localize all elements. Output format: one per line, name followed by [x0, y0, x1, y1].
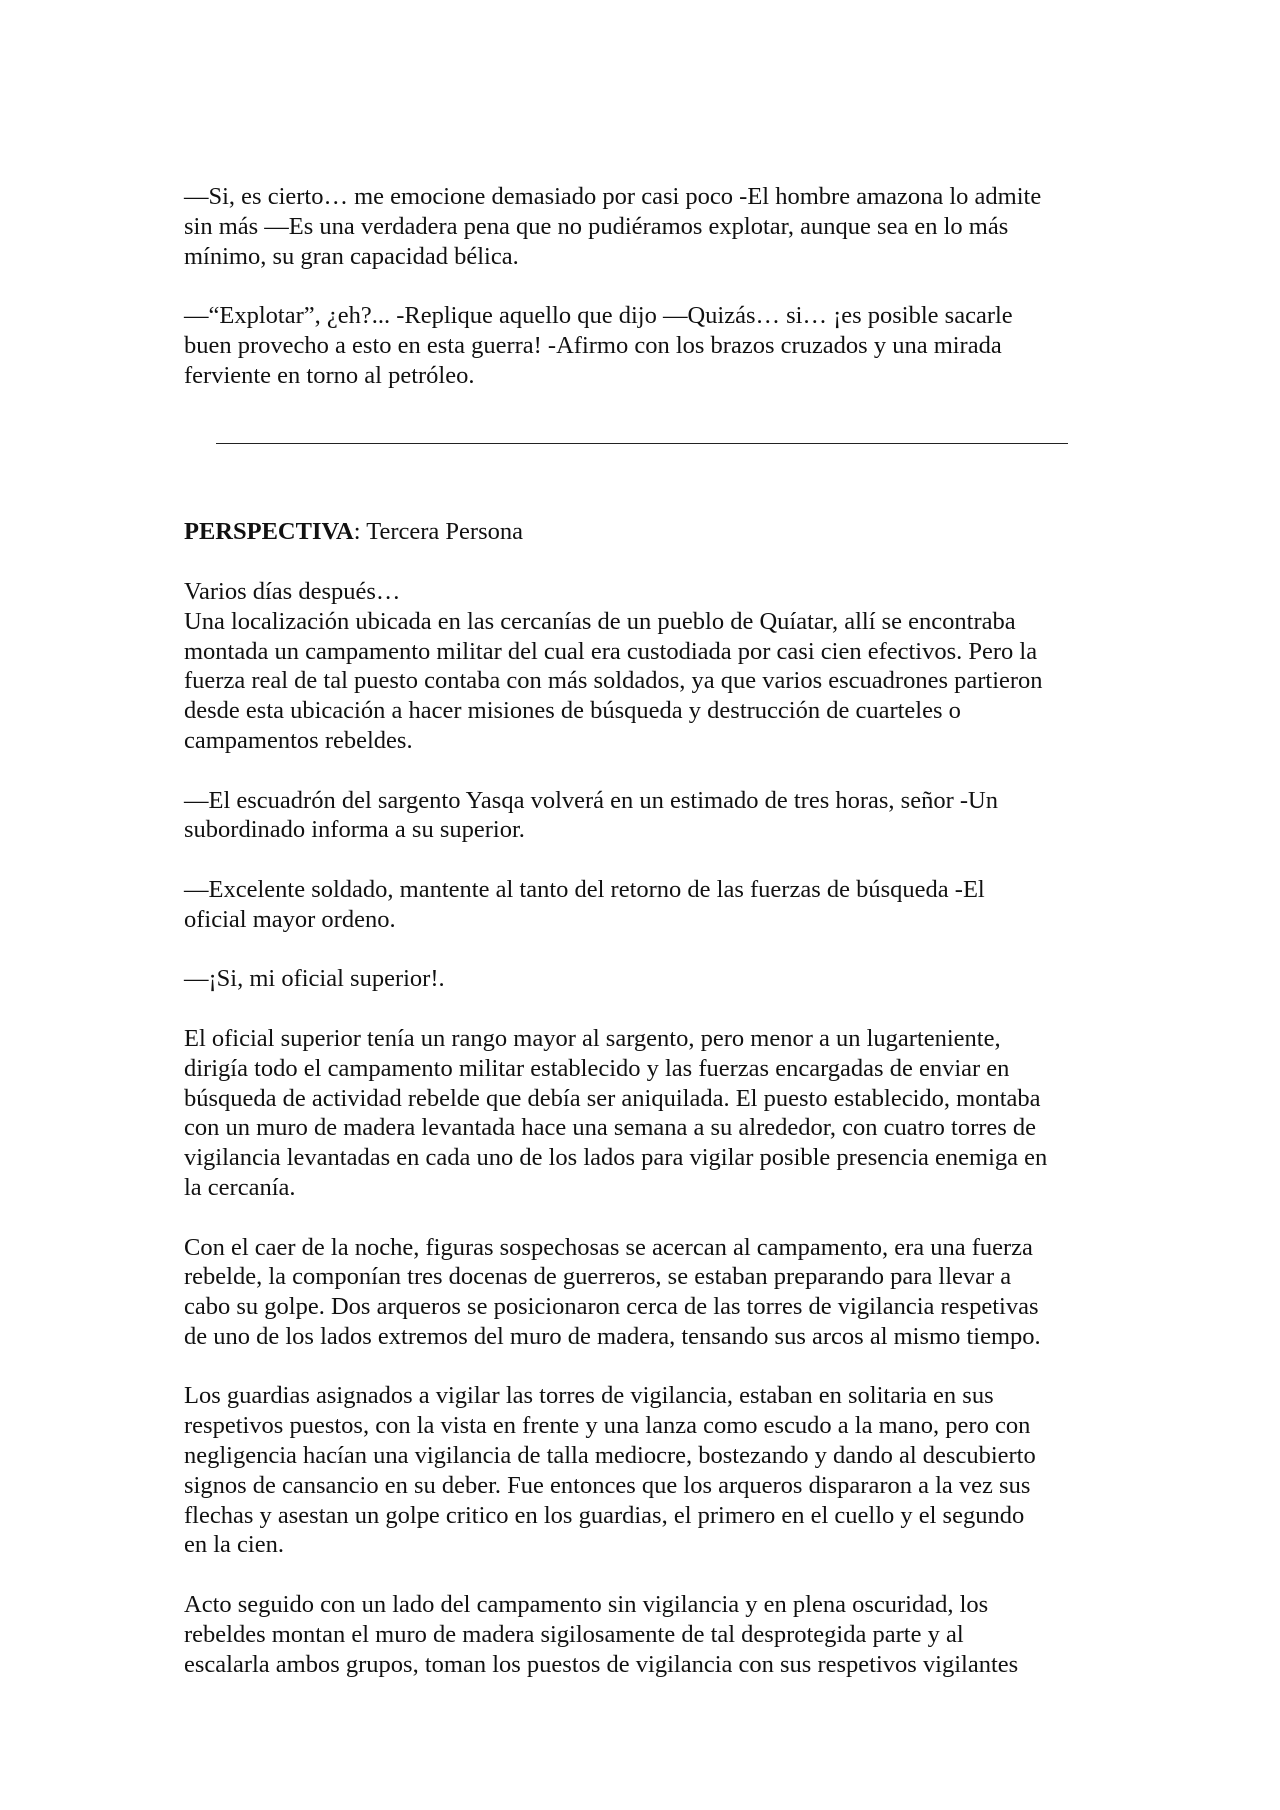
- text-line: escalarla ambos grupos, toman los puestos de vigilancia con sus respetivos vigilantes: [184, 1650, 1019, 1678]
- text-line: con un muro de madera levantada hace una semana a su alrededor, con cuatro torres de: [184, 1114, 1037, 1142]
- text-line: Con el caer de la noche, figuras sospechosas se acercan al campamento, era una fuerza: [184, 1233, 1033, 1261]
- text-line: oficial mayor ordeno.: [184, 905, 396, 933]
- perspective-label: PERSPECTIVA: [184, 518, 354, 546]
- document-body: [184, 182, 1104, 1709]
- perspective-heading: [184, 517, 1104, 547]
- horizontal-rule: [216, 443, 1068, 444]
- text-line: montada un campamento militar del cual era custodiada por casi cien efectivos. Pero la: [184, 637, 1038, 665]
- text-line: flechas y asestan un golpe critico en los guardias, el primero en el cuello y el segundo: [184, 1501, 1025, 1529]
- text-line: —Excelente soldado, mantente al tanto del retorno de las fuerzas de búsqueda -El: [184, 875, 985, 903]
- section-divider: [184, 419, 1104, 487]
- text-line: El oficial superior tenía un rango mayor al sargento, pero menor a un lugarteniente,: [184, 1024, 1001, 1052]
- text-line: fuerza real de tal puesto contaba con más soldados, ya que varios escuadrones partieron: [184, 667, 1043, 695]
- text-line: sin más —Es una verdadera pena que no pudiéramos explotar, aunque sea en lo más: [184, 212, 1009, 240]
- text-line: Varios días después…: [184, 577, 401, 605]
- paragraph: [184, 1590, 1104, 1679]
- paragraph: [184, 964, 1104, 994]
- text-line: signos de cansancio en su deber. Fue entonces que los arqueros dispararon a la vez sus: [184, 1471, 1031, 1499]
- text-line: —El escuadrón del sargento Yasqa volverá en un estimado de tres horas, señor -Un: [184, 786, 998, 814]
- text-line: de uno de los lados extremos del muro de madera, tensando sus arcos al mismo tiempo.: [184, 1322, 1041, 1350]
- text-line: cabo su golpe. Dos arqueros se posicionaron cerca de las torres de vigilancia respetivas: [184, 1293, 1039, 1321]
- paragraph: [184, 1233, 1104, 1352]
- text-line: —¡Si, mi oficial superior!.: [184, 965, 445, 993]
- text-line: ferviente en torno al petróleo.: [184, 361, 475, 389]
- text-line: desde esta ubicación a hacer misiones de búsqueda y destrucción de cuarteles o: [184, 697, 961, 725]
- paragraph: [184, 875, 1104, 935]
- perspective-value: : Tercera Persona: [353, 518, 523, 546]
- paragraph: [184, 1381, 1104, 1560]
- text-line: rebelde, la componían tres docenas de guerreros, se estaban preparando para llevar a: [184, 1263, 1012, 1291]
- paragraph: [184, 301, 1104, 390]
- text-line: búsqueda de actividad rebelde que debía ser aniquilada. El puesto establecido, montaba: [184, 1084, 1041, 1112]
- text-line: negligencia hacían una vigilancia de talla mediocre, bostezando y dando al descubierto: [184, 1442, 1036, 1470]
- text-line: Una localización ubicada en las cercanías de un pueblo de Quíatar, allí se encontraba: [184, 607, 1016, 635]
- text-line: Acto seguido con un lado del campamento sin vigilancia y en plena oscuridad, los: [184, 1591, 989, 1619]
- text-line: rebeldes montan el muro de madera sigilosamente de tal desprotegida parte y al: [184, 1620, 964, 1648]
- text-line: —“Explotar”, ¿eh?... -Replique aquello que dijo —Quizás… si… ¡es posible sacarle: [184, 302, 1013, 330]
- paragraph: [184, 1024, 1104, 1203]
- paragraph: [184, 577, 1104, 756]
- text-line: respetivos puestos, con la vista en frente y una lanza como escudo a la mano, pero con: [184, 1412, 1031, 1440]
- text-line: la cercanía.: [184, 1173, 296, 1201]
- text-line: campamentos rebeldes.: [184, 726, 413, 754]
- text-line: vigilancia levantadas en cada uno de los lados para vigilar posible presencia enemiga en: [184, 1144, 1048, 1172]
- text-line: subordinado informa a su superior.: [184, 816, 525, 844]
- text-line: en la cien.: [184, 1531, 284, 1559]
- text-line: —Si, es cierto… me emocione demasiado por casi poco -El hombre amazona lo admite: [184, 183, 1042, 210]
- text-line: buen provecho a esto en esta guerra! -Afirmo con los brazos cruzados y una mirada: [184, 331, 1002, 359]
- text-line: Los guardias asignados a vigilar las torres de vigilancia, estaban en solitaria en sus: [184, 1382, 994, 1410]
- paragraph: [184, 182, 1104, 271]
- text-line: mínimo, su gran capacidad bélica.: [184, 242, 519, 270]
- paragraph: [184, 786, 1104, 846]
- text-line: dirigía todo el campamento militar establecido y las fuerzas encargadas de enviar en: [184, 1054, 1010, 1082]
